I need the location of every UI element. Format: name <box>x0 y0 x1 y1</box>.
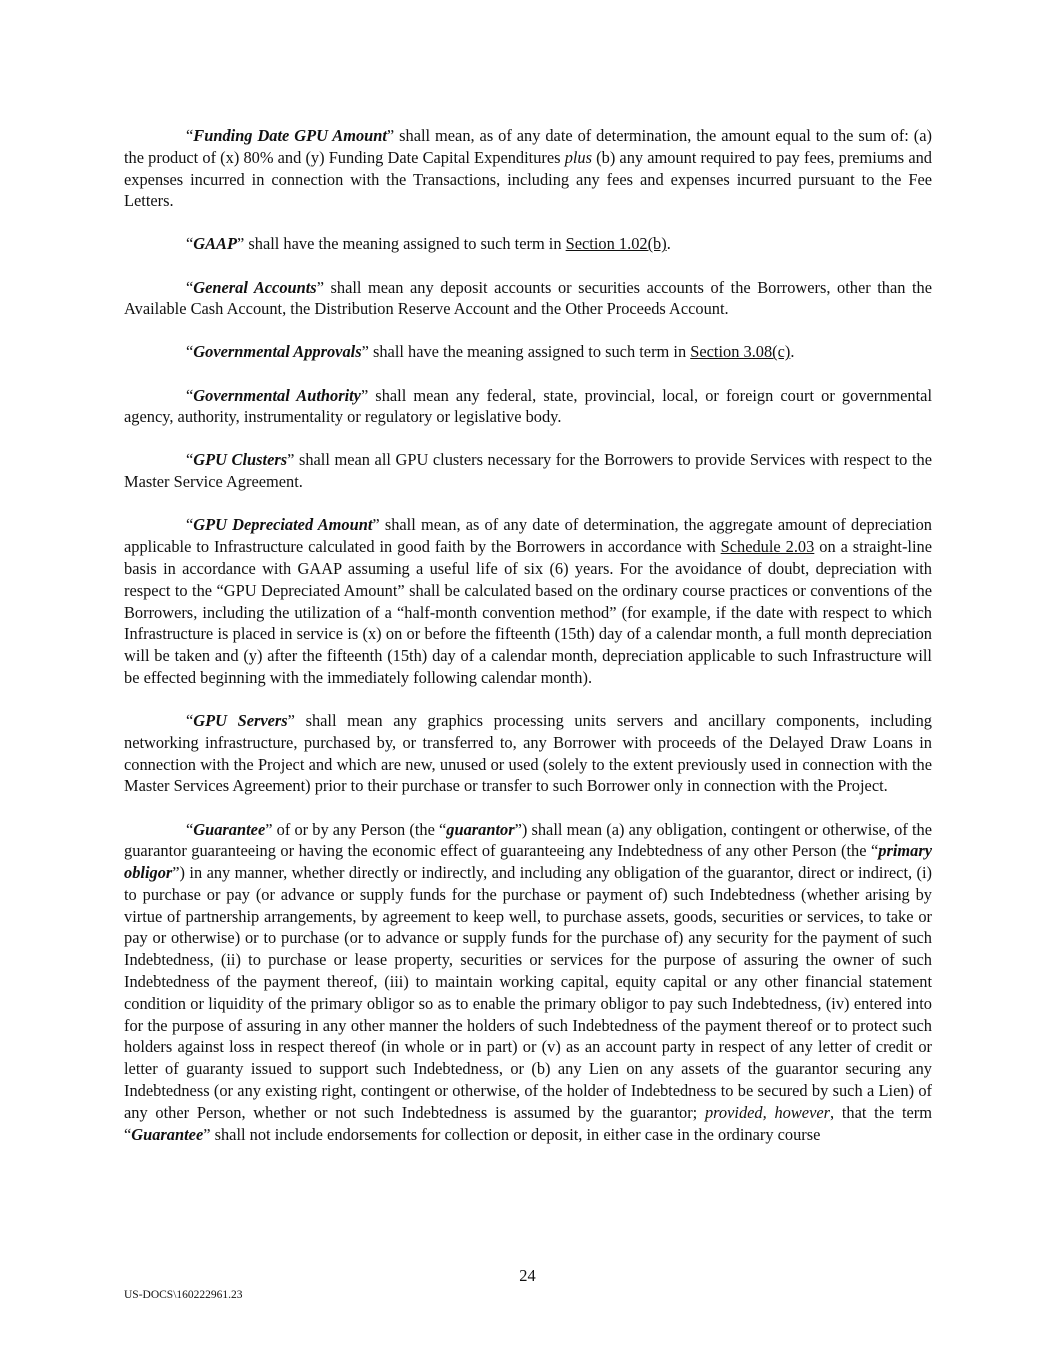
body-text: ” of or by any Person (the “ <box>265 819 447 839</box>
defined-term: primary obligor <box>124 841 932 883</box>
body-text: “ <box>186 385 194 405</box>
document-id: US-DOCS\160222961.23 <box>124 1289 243 1301</box>
italic-text: provided, however <box>704 1102 830 1122</box>
defined-term: guarantor <box>446 819 515 839</box>
body-text: ” shall mean any deposit accounts or securities accounts of the Borrowers, other than the Available Cash Account, the Distribution Reserve Account and the Other Proceeds Account. <box>124 277 932 319</box>
section-reference: Schedule 2.03 <box>720 537 815 557</box>
definition-guarantee <box>124 819 932 1146</box>
body-text: ” shall have the meaning assigned to such term in <box>237 234 566 254</box>
body-text: . <box>790 342 795 362</box>
body-text: “ <box>186 342 194 362</box>
definitions-body <box>124 125 932 1167</box>
body-text: ” shall mean any graphics processing units servers and ancillary components, including networking infrastructure, purchased by, or transferred to, any Borrower with proceeds of the Delayed Draw Loans in connection with the Project and which are new, unused or used (solely to the extent previously used in connection with the Master Services Agreement) prior to their purchase or transfer to such Borrower only in connection with the Project. <box>124 711 932 796</box>
body-text: “ <box>186 450 194 470</box>
defined-term: GPU Servers <box>193 711 288 731</box>
body-text: on a straight-line basis in accordance with GAAP assuming a useful life of six (6) years. For the avoidance of doubt, depreciation with respect to the “GPU Depreciated Amount” shall be calculated based on the ordinary course practices or conventions of the Borrowers, including the utilization of a “half-month convention method” (for example, if the date with respect to which Infrastructure is placed in service is (x) on or before the fifteenth (15th) day of a calendar month, a full month depreciation will be taken and (y) after the fifteenth (15th) day of a calendar month, depreciation applicable to such Infrastructure will be effected beginning with the immediately following calendar month). <box>124 537 932 687</box>
defined-term: GAAP <box>193 234 237 254</box>
definition-gpu-servers <box>124 710 932 797</box>
body-text: “ <box>186 819 194 839</box>
body-text: “ <box>186 515 194 535</box>
defined-term: Governmental Approvals <box>193 342 362 362</box>
section-reference: Section 3.08(c) <box>690 342 791 362</box>
body-text: “ <box>186 126 194 145</box>
section-reference: Section 1.02(b) <box>565 234 667 254</box>
body-text: ”) shall mean (a) any obligation, contingent or otherwise, of the guarantor guaranteeing or having the economic effect of guaranteeing any Indebtedness of any other Person (the “ <box>124 819 933 861</box>
definition-governmental-authority <box>124 385 932 429</box>
defined-term: Guarantee <box>193 819 266 839</box>
body-text: ”) in any manner, whether directly or indirectly, and including any obligation of the guarantor, direct or indirect, (i) to purchase or pay (or advance or supply funds for the purchase or payment of) such Indebtedness (whether arising by virtue of partnership arrangements, by agreement to keep well, to purchase assets, goods, securities or services, to take or pay or otherwise) or to purchase (or to advance or supply funds for the purchase of) any security for the payment of such Indebtedness, (ii) to purchase or lease property, securities or services for the purpose of assuring the owner of such Indebtedness of the payment thereof, (iii) to maintain working capital, equity capital or any other financial statement condition or liquidity of the primary obligor so as to enable the primary obligor to pay such Indebtedness, (iv) entered into for the purpose of assuring in any other manner the holders of such Indebtedness of the payment thereof or to protect such holders against loss in respect thereof (in whole or in part) or (v) as an account party in respect of any letter of credit or letter of guaranty issued to support such Indebtedness, or (b) any Lien on any assets of the guarantor securing any Indebtedness (or any existing right, contingent or otherwise, of the holder of Indebtedness to be secured by such a Lien) of any other Person, whether or not such Indebtedness is assumed by the guarantor; <box>124 863 932 1122</box>
body-text: ” shall not include endorsements for collection or deposit, in either case in the ordinary course <box>203 1124 821 1144</box>
definition-funding-date-gpu-amount <box>124 125 932 212</box>
body-text: “ <box>186 711 194 731</box>
definition-gaap <box>124 233 932 255</box>
body-text: ” shall mean, as of any date of determination, the aggregate amount of depreciation applicable to Infrastructure calculated in good faith by the Borrowers in accordance with <box>124 515 932 557</box>
body-text: ” shall mean, as of any date of determination, the amount equal to the sum of: (a) the product of (x) 80% and (y) Funding Date Capital Expenditures <box>124 126 932 167</box>
body-text: ” shall mean all GPU clusters necessary for the Borrowers to provide Services with respect to the Master Service Agreement. <box>124 450 932 492</box>
definition-gpu-clusters <box>124 449 932 493</box>
defined-term: Guarantee <box>131 1124 204 1144</box>
definition-general-accounts <box>124 277 932 321</box>
italic-text: plus <box>564 147 593 167</box>
defined-term: GPU Clusters <box>193 450 288 470</box>
body-text: ” shall have the meaning assigned to such term in <box>361 342 691 362</box>
page-number: 24 <box>519 1266 536 1285</box>
body-text: “ <box>186 277 194 297</box>
defined-term: General Accounts <box>193 277 317 297</box>
body-text: “ <box>186 234 194 254</box>
definition-gpu-depreciated-amount <box>124 514 932 688</box>
defined-term: Funding Date GPU Amount <box>193 126 387 145</box>
body-text: . <box>666 234 671 254</box>
body-text: (b) any amount required to pay fees, premiums and expenses incurred in connection with the Transactions, including any fees and expenses incurred pursuant to the Fee Letters. <box>124 147 932 211</box>
defined-term: Governmental Authority <box>193 385 361 405</box>
body-text: ” shall mean any federal, state, provincial, local, or foreign court or governmental agency, authority, instrumentality or regulatory or legislative body. <box>124 385 932 427</box>
body-text: , that the term “ <box>124 1102 932 1144</box>
defined-term: GPU Depreciated Amount <box>193 515 373 535</box>
definition-governmental-approvals <box>124 341 932 363</box>
